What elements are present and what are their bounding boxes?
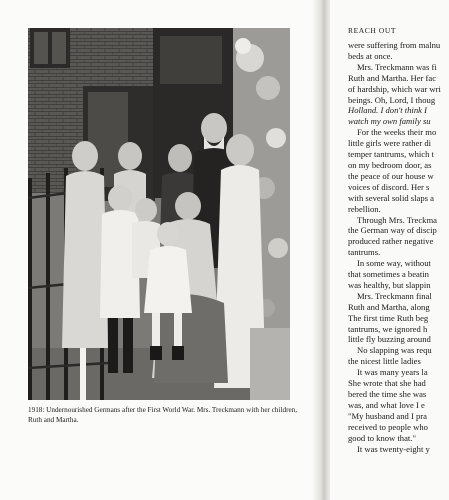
- text-line: the nicest little ladies: [348, 356, 421, 367]
- text-line: "My husband and I pra: [348, 410, 427, 421]
- text-line: with several solid slaps a: [348, 192, 434, 203]
- text-line: Through Mrs. Treckma: [357, 214, 437, 225]
- text-line: Ruth and Martha. Her fac: [348, 72, 437, 83]
- text-line: No slapping was requ: [357, 345, 432, 356]
- text-line: of hardship, which war wri: [348, 83, 441, 94]
- text-line: tantrums, we ignored h: [348, 323, 428, 334]
- text-line: beds at once.: [348, 50, 393, 61]
- family-photograph: [28, 28, 290, 400]
- text-line: the German way of discip: [348, 225, 437, 236]
- text-line: Mrs. Treckmann was fi: [357, 61, 437, 72]
- text-line: on my bedroom door, as: [348, 159, 432, 170]
- text-line: watch my own family su: [348, 116, 431, 127]
- text-line: was, and what love I e: [348, 399, 425, 410]
- running-head: REACH OUT: [348, 26, 397, 35]
- text-line: In some way, without: [357, 258, 431, 269]
- text-line: The first time Ruth beg: [348, 312, 429, 323]
- text-line: bered the time she was: [348, 389, 427, 399]
- text-line: were suffering from malnu: [348, 40, 441, 50]
- text-line: voices of discord. Her s: [348, 181, 430, 192]
- text-line: She wrote that she had: [348, 378, 426, 389]
- text-line: For the weeks their mo: [357, 127, 437, 138]
- text-line: Holland. I don't think I: [348, 105, 427, 116]
- text-line: little girls were rather di: [348, 138, 432, 149]
- family-photo-image: [28, 28, 290, 400]
- text-line: good to know that.": [348, 432, 416, 443]
- text-line: It was many years la: [357, 367, 428, 378]
- text-line: received to people who: [348, 421, 428, 432]
- text-line: tantrums.: [348, 247, 381, 258]
- text-line: was healthy, but slappin: [348, 279, 431, 290]
- text-line: rebellion.: [348, 203, 381, 214]
- text-line: produced rather negative: [348, 236, 434, 247]
- photo-caption: 1918: Undernourished Germans after the First World War. Mrs. Treckmann with her children, Ruth and Martha.: [28, 406, 298, 424]
- text-line: temper tantrums, which t: [348, 149, 434, 160]
- body-text: [348, 40, 449, 454]
- right-page: [330, 0, 449, 500]
- text-line: that sometimes a beatin: [348, 269, 429, 280]
- text-line: It was twenty-eight y: [357, 443, 430, 454]
- text-line: Ruth and Martha, along: [348, 301, 430, 312]
- text-line: Mrs. Treckmann final: [357, 290, 432, 301]
- text-line: little fly buzzing around: [348, 334, 431, 345]
- text-line: beings. Oh, Lord, I thoug: [348, 94, 436, 105]
- text-line: the peace of our house w: [348, 170, 434, 181]
